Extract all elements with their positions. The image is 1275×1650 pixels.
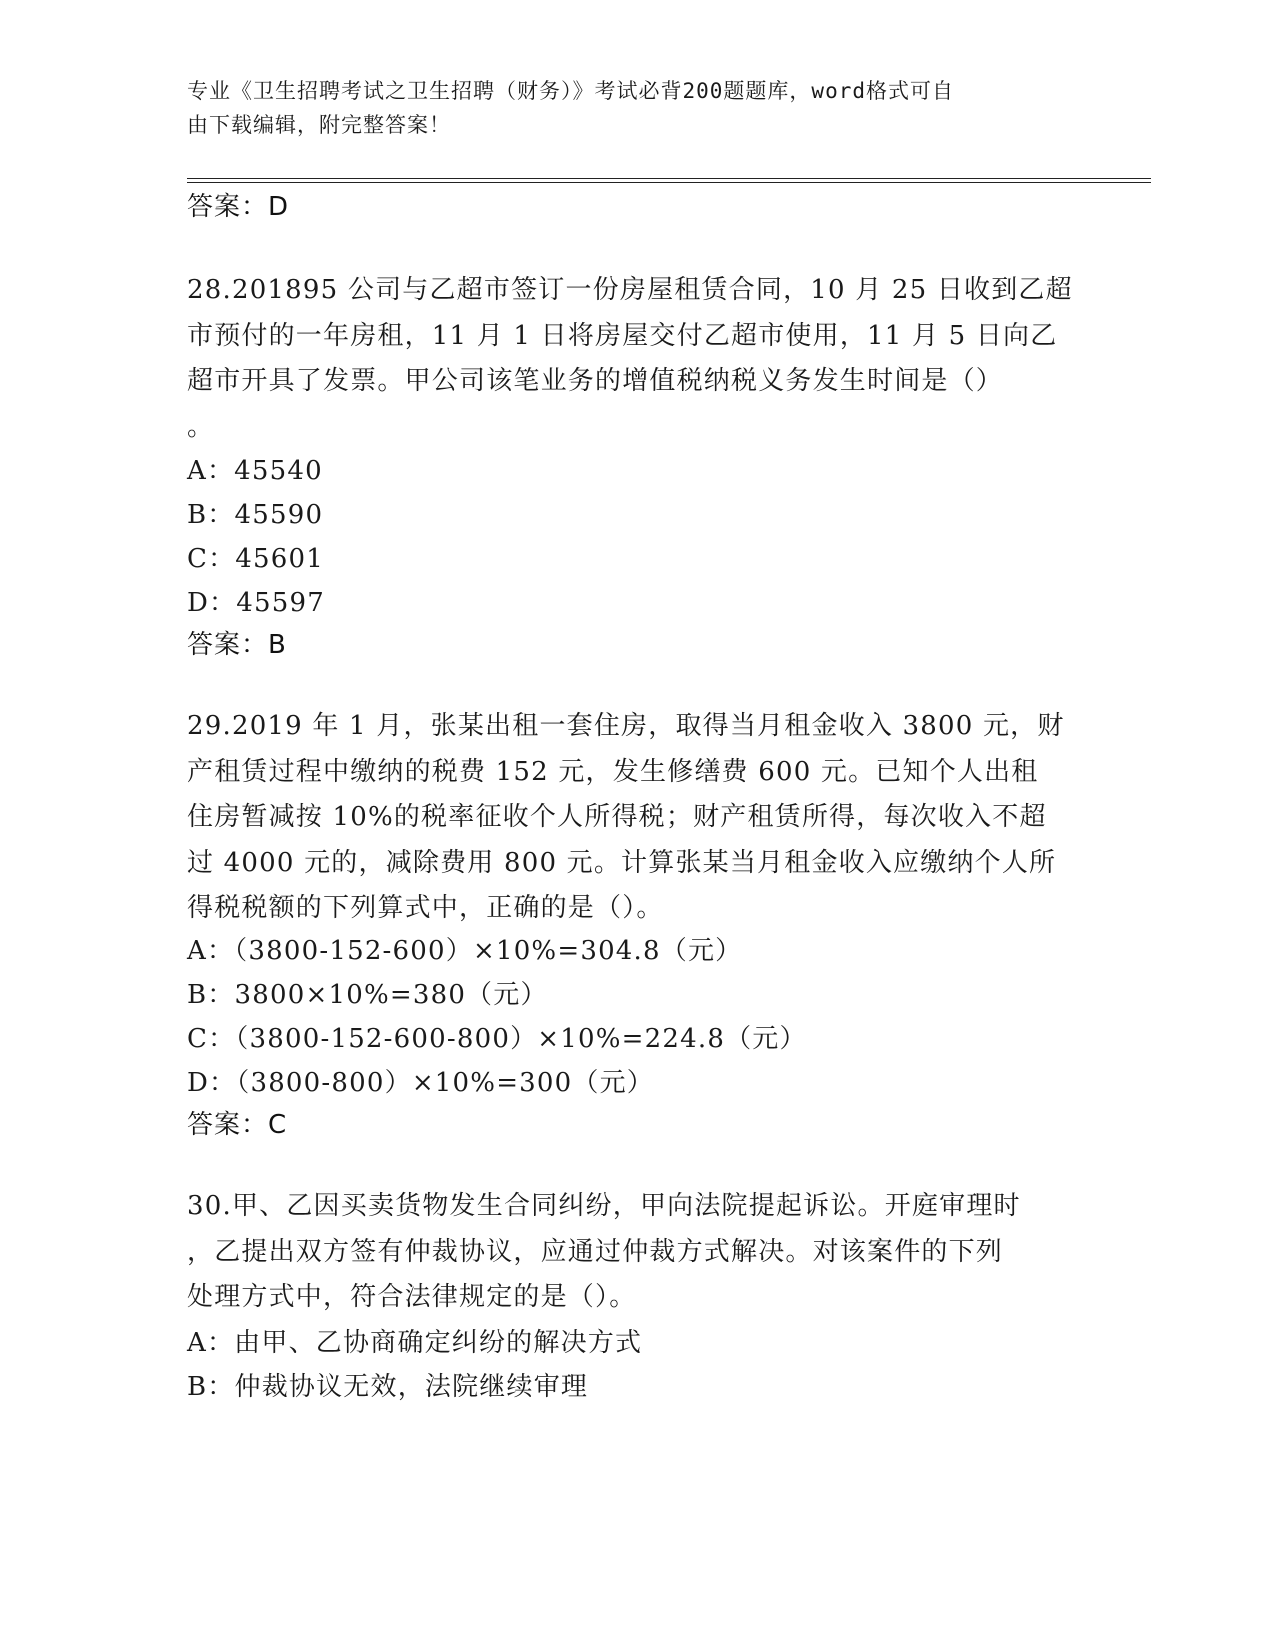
question-30-option-a: A：由甲、乙协商确定纠纷的解决方式 [187,1328,643,1358]
question-28-option-c: C：45601 [187,544,325,574]
question-28-line: 28.201895 公司与乙超市签订一份房屋租赁合同，10 月 25 日收到乙超 [187,275,1073,305]
header-line-1: 专业《卫生招聘考试之卫生招聘（财务）》考试必背200题题库，word格式可自 [187,79,954,103]
question-29-line: 得税税额的下列算式中，正确的是（）。 [187,893,664,923]
answer-q27: 答案：D [187,192,290,222]
page-header [187,74,1067,142]
question-28 [187,268,1087,449]
question-28-option-d: D：45597 [187,588,325,618]
question-30-option-b: B：仲裁协议无效，法院继续审理 [187,1372,589,1402]
question-29-option-b: B：3800×10%=380（元） [187,980,548,1010]
question-30-line: 30.甲、乙因买卖货物发生合同纠纷，甲向法院提起诉讼。开庭审理时 [187,1191,1021,1221]
question-30-line: 处理方式中，符合法律规定的是（）。 [187,1282,637,1312]
question-30-line: ，乙提出双方签有仲裁协议，应通过仲裁方式解决。对该案件的下列 [187,1236,1004,1267]
question-28-option-b: B：45590 [187,500,324,530]
question-30 [187,1184,1087,1321]
question-29-option-c: C：（3800-152-600-800）×10%=224.8（元） [187,1024,807,1054]
header-line-2: 由下载编辑，附完整答案！ [187,113,451,137]
question-29-line: 29.2019 年 1 月，张某出租一套住房，取得当月租金收入 3800 元，财 [187,711,1065,741]
answer-q28: 答案：B [187,630,287,660]
header-divider [187,178,1151,183]
question-29-line: 住房暂减按 10%的税率征收个人所得税；财产租赁所得，每次收入不超 [187,802,1047,832]
question-28-line: 超市开具了发票。甲公司该笔业务的增值税纳税义务发生时间是（） [187,366,1004,396]
answer-q29: 答案：C [187,1110,288,1140]
question-29 [187,704,1087,932]
question-29-line: 产租赁过程中缴纳的税费 152 元，发生修缮费 600 元。已知个人出租 [187,756,1039,787]
question-28-option-a: A：45540 [187,456,323,486]
question-29-option-a: A：（3800-152-600）×10%=304.8（元） [187,936,743,966]
question-29-option-d: D：（3800-800）×10%=300（元） [187,1068,655,1098]
question-28-line: 市预付的一年房租，11 月 1 日将房屋交付乙超市使用，11 月 5 日向乙 [187,320,1058,351]
question-28-line: 。 [187,411,215,442]
question-29-line: 过 4000 元的，减除费用 800 元。计算张某当月租金收入应缴纳个人所 [187,847,1057,878]
